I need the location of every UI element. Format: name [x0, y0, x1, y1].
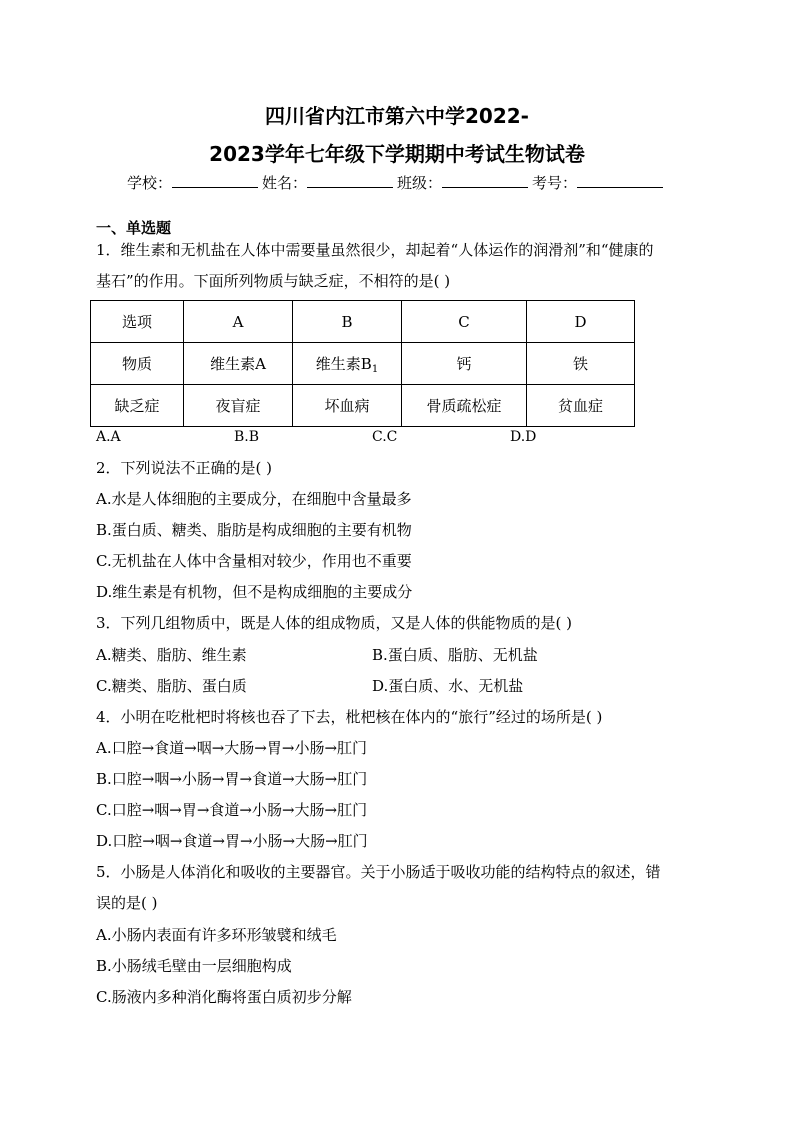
table-cell: 铁 — [527, 343, 635, 385]
table-cell — [293, 343, 402, 385]
section-heading: 一、单选题 — [96, 219, 172, 237]
q2-option-b[interactable]: B.蛋白质、糖类、脂肪是构成细胞的主要有机物 — [96, 521, 412, 539]
q1-table — [90, 300, 635, 427]
table-row — [91, 385, 635, 427]
table-cell: 贫血症 — [527, 385, 635, 427]
school-label: 学校： — [126, 174, 172, 192]
q3-option-b[interactable]: B.蛋白质、脂肪、无机盐 — [372, 646, 538, 664]
table-cell: 选项 — [91, 301, 184, 343]
class-blank[interactable] — [442, 173, 528, 188]
q3-option-c[interactable]: C.糖类、脂肪、蛋白质 — [96, 677, 247, 695]
table-row — [91, 301, 635, 343]
table-cell: 夜盲症 — [184, 385, 293, 427]
q3-option-a[interactable]: A.糖类、脂肪、维生素 — [96, 646, 247, 664]
q4-option-d[interactable]: D.口腔→咽→食道→胃→小肠→大肠→肛门 — [96, 832, 368, 850]
q5-option-b[interactable]: B.小肠绒毛壁由一层细胞构成 — [96, 957, 292, 975]
q5-stem-line-1: 5．小肠是人体消化和吸收的主要器官。关于小肠适于吸收功能的结构特点的叙述，错 — [96, 863, 661, 881]
q5-option-c[interactable]: C.肠液内多种消化酶将蛋白质初步分解 — [96, 988, 352, 1006]
q2-option-a[interactable]: A.水是人体细胞的主要成分，在细胞中含量最多 — [96, 490, 412, 508]
name-label: 姓名： — [261, 174, 307, 192]
q1-option-d[interactable]: D.D — [510, 429, 537, 445]
vitamin-b-text: 维生素B — [315, 354, 372, 373]
q1-stem-line-2: 基石”的作用。下面所列物质与缺乏症，不相符的是( ) — [96, 272, 451, 290]
table-cell: A — [184, 301, 293, 343]
q4-option-b[interactable]: B.口腔→咽→小肠→胃→食道→大肠→肛门 — [96, 770, 368, 788]
q5-stem-line-2: 误的是( ) — [96, 894, 158, 912]
q1-option-b[interactable]: B.B — [234, 429, 260, 445]
exam-title-line-2: 2023学年七年级下学期期中考试生物试卷 — [209, 142, 585, 166]
table-cell: B — [293, 301, 402, 343]
exam-title-line-1: 四川省内江市第六中学2022- — [265, 104, 529, 128]
table-cell: 钙 — [402, 343, 527, 385]
q5-option-a[interactable]: A.小肠内表面有许多环形皱襞和绒毛 — [96, 926, 337, 944]
table-cell: C — [402, 301, 527, 343]
table-cell: 缺乏症 — [91, 385, 184, 427]
q4-option-c[interactable]: C.口腔→咽→胃→食道→小肠→大肠→肛门 — [96, 801, 368, 819]
table-cell: 坏血病 — [293, 385, 402, 427]
q2-stem: 2．下列说法不正确的是( ) — [96, 459, 273, 477]
q1-stem-line-1: 1．维生素和无机盐在人体中需要量虽然很少，却起着“人体运作的润滑剂”和“健康的 — [96, 241, 654, 259]
table-cell: 骨质疏松症 — [402, 385, 527, 427]
name-blank[interactable] — [307, 173, 393, 188]
q3-option-d[interactable]: D.蛋白质、水、无机盐 — [372, 677, 524, 695]
q2-option-d[interactable]: D.维生素是有机物，但不是构成细胞的主要成分 — [96, 583, 413, 601]
exam-no-blank[interactable] — [577, 173, 663, 188]
q1-option-a[interactable]: A.A — [96, 429, 121, 445]
table-row — [91, 343, 635, 385]
student-info-row — [0, 172, 794, 193]
q1-option-c[interactable]: C.C — [372, 429, 398, 445]
q2-option-c[interactable]: C.无机盐在人体中含量相对较少，作用也不重要 — [96, 552, 412, 570]
class-label: 班级： — [397, 174, 443, 192]
table-cell: D — [527, 301, 635, 343]
vitamin-b-subscript: 1 — [371, 363, 379, 375]
q3-stem: 3．下列几组物质中，既是人体的组成物质，又是人体的供能物质的是( ) — [96, 614, 573, 632]
table-cell: 物质 — [91, 343, 184, 385]
exam-no-label: 考号： — [532, 174, 578, 192]
school-blank[interactable] — [172, 173, 258, 188]
q4-stem: 4．小明在吃枇杷时将核也吞了下去，枇杷核在体内的“旅行”经过的场所是( ) — [96, 708, 603, 726]
table-cell: 维生素A — [184, 343, 293, 385]
q4-option-a[interactable]: A.口腔→食道→咽→大肠→胃→小肠→肛门 — [96, 739, 368, 757]
